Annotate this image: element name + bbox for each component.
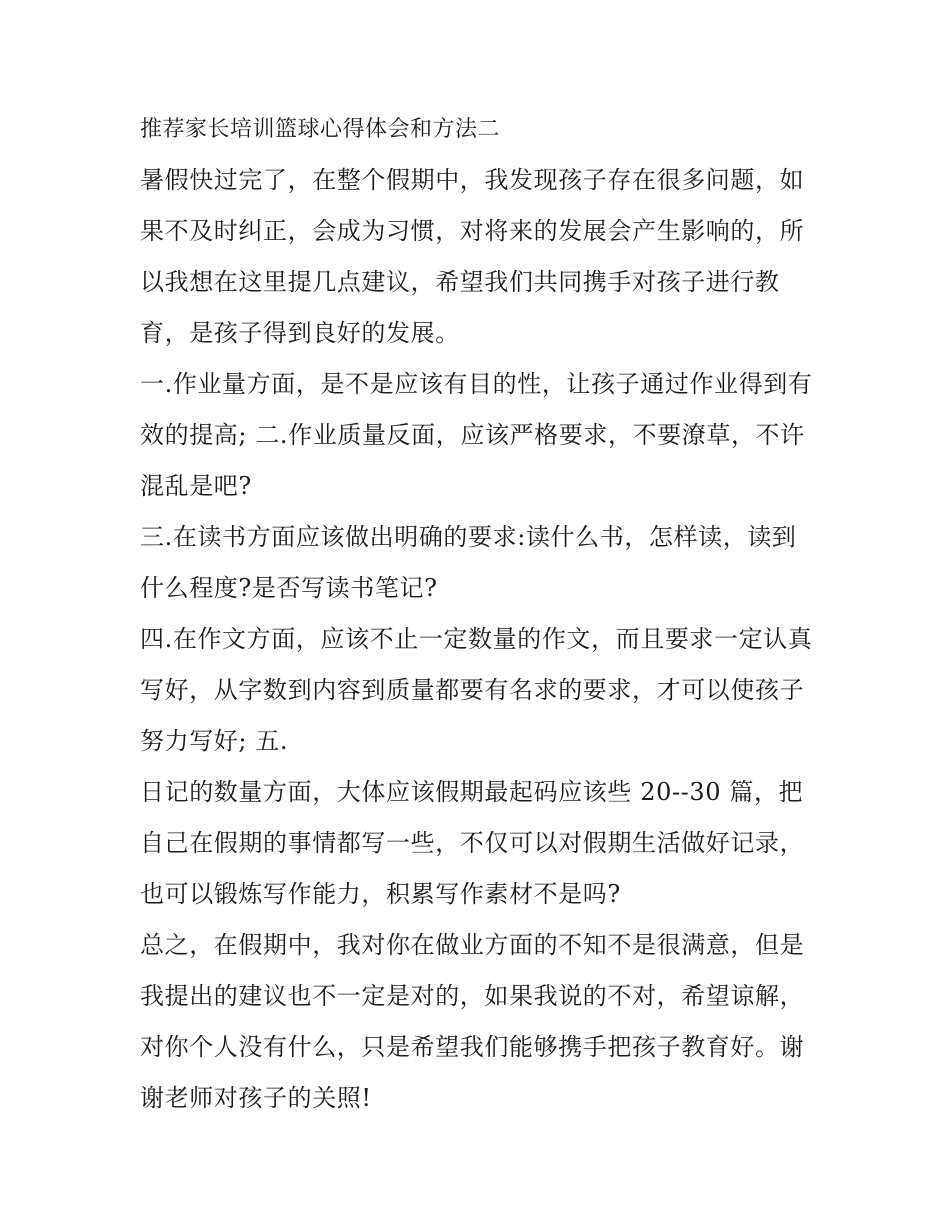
paragraph-2: 一.作业量方面，是不是应该有目的性，让孩子通过作业得到有效的提高; 二.作业质量反面，应该严格要求，不要潦草，不许混乱是吧? (140, 370, 813, 500)
paragraph-1: 暑假快过完了，在整个假期中，我发现孩子存在很多问题，如果不及时纠正，会成为习惯，对将来的发展会产生影响的，所以我想在这里提几点建议，希望我们共同携手对孩子进行教育，是孩子得到良好的发展。 (140, 166, 805, 347)
paragraph-5: 日记的数量方面，大体应该假期最起码应该些 20--30 篇，把自己在假期的事情都写一些，不仅可以对假期生活做好记录，也可以锻炼写作能力，积累写作素材不是吗? (140, 778, 805, 908)
paragraph-3: 三.在读书方面应该做出明确的要求:读什么书，怎样读，读到什么程度?是否写读书笔记? (140, 523, 797, 602)
paragraph-4: 四.在作文方面，应该不止一定数量的作文，而且要求一定认真写好，从字数到内容到质量都要有名求的要求，才可以使孩子努力写好; 五. (140, 625, 813, 755)
paragraph-6: 总之，在假期中，我对你在做业方面的不知不是很满意，但是我提出的建议也不一定是对的，如果我说的不对，希望谅解，对你个人没有什么，只是希望我们能够携手把孩子教育好。谢谢老师对孩子的关照! (140, 931, 805, 1112)
document-title: 推荐家长培训篮球心得体会和方法二 (140, 117, 501, 142)
document-body (140, 104, 820, 1124)
